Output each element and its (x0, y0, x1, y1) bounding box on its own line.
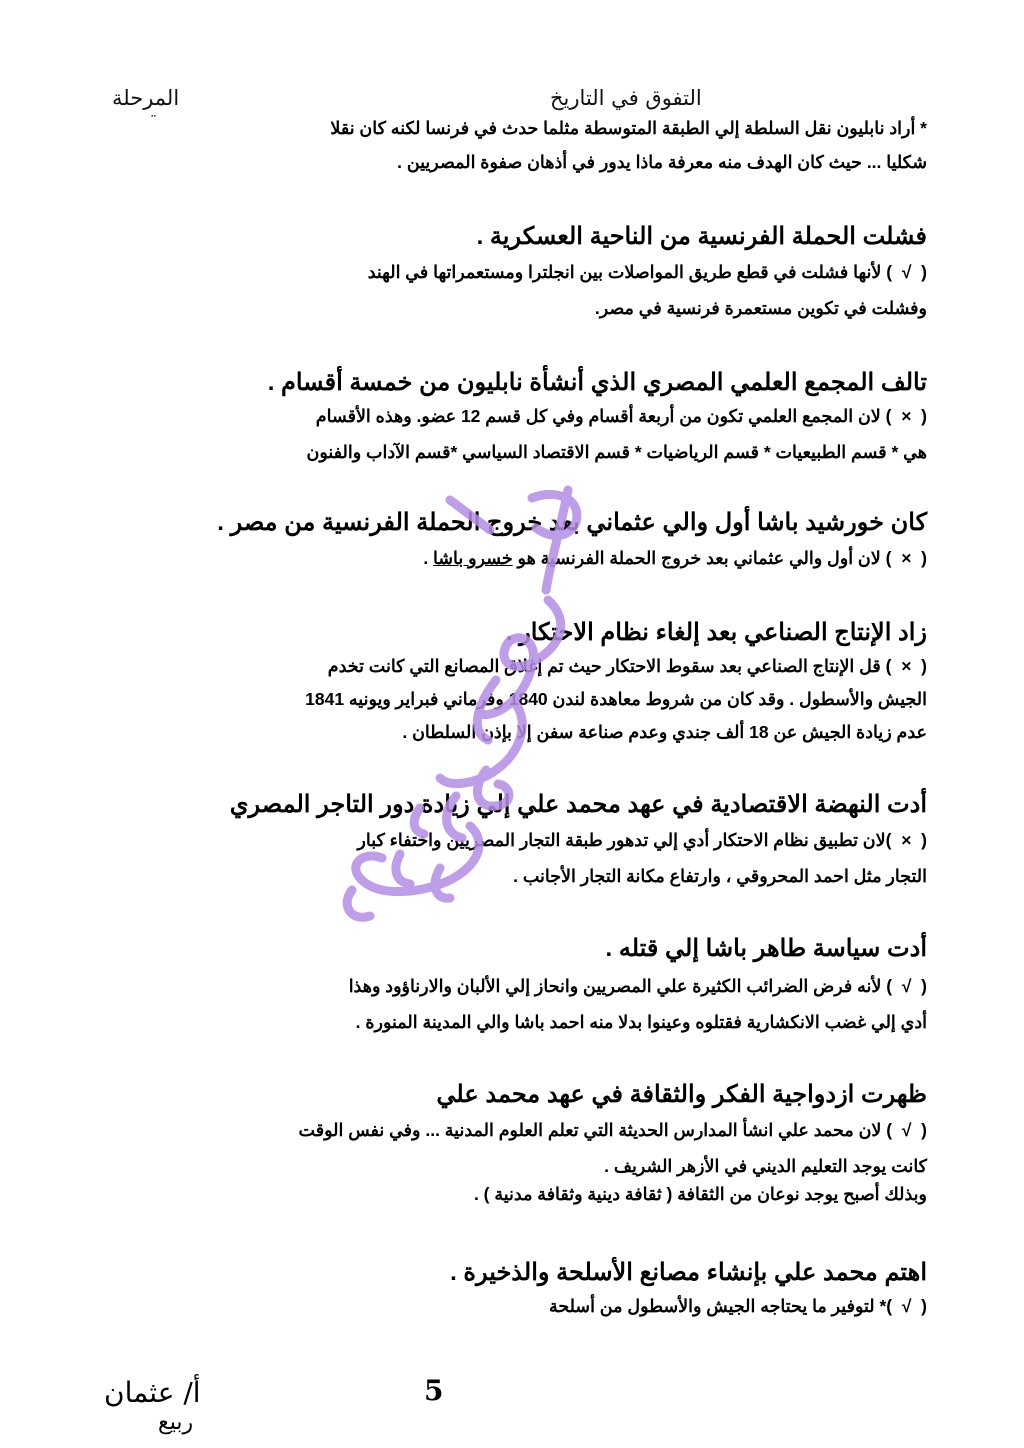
answer-4-line-1: ( × ) قل الإنتاج الصناعي بعد سقوط الاحتكار حيث تم إغلاق المصانع التي كانت تخدم (327, 656, 927, 676)
statement-4: زاد الإنتاج الصناعي بعد إلغاء نظام الاحتكار . (505, 619, 927, 646)
check-mark: √ (901, 1120, 912, 1140)
subject-title: التفوق في التاريخ (550, 86, 702, 110)
header-dot: ¨ (150, 114, 157, 130)
underlined-answer: خسرو باشا (433, 548, 513, 568)
check-mark: √ (901, 1296, 912, 1316)
page-number: 5 (424, 1374, 444, 1407)
footer-author: أ/ عثمان (104, 1376, 201, 1409)
answer-6-line-2: أدي إلي غضب الانكشارية فقتلوه وعينوا بدلا منه احمد باشا والي المدينة المنورة . (355, 1012, 927, 1032)
cross-mark: × (901, 548, 912, 568)
answer-5-line-2: التجار مثل احمد المحروقي ، وارتفاع مكانة التجار الأجانب . (513, 866, 927, 886)
cross-mark: × (901, 830, 912, 850)
intro-line-2: شكليا ... حيث كان الهدف منه معرفة ماذا يدور في أذهان صفوة المصريين . (397, 152, 927, 172)
answer-4-line-2: الجيش والأسطول . وقد كان من شروط معاهدة لندن 1840 وفرماني فبراير ويونيه 1841 (305, 689, 927, 709)
answer-8-line-1: ( √ )* لتوفير ما يحتاجه الجيش والأسطول من أسلحة (548, 1296, 927, 1316)
answer-1-line-1: ( √ ) لأنها فشلت في قطع طريق المواصلات بين انجلترا ومستعمراتها في الهند (367, 262, 927, 282)
check-mark: √ (901, 262, 912, 282)
answer-4-line-3: عدم زيادة الجيش عن 18 ألف جندي وعدم صناعة سفن إلا بإذن السلطان . (402, 722, 927, 742)
footer-author-2: ربيع (158, 1410, 194, 1435)
statement-2: تالف المجمع العلمي المصري الذي أنشأة نابليون من خمسة أقسام . (267, 369, 927, 396)
answer-2-line-1: ( × ) لان المجمع العلمي تكون من أربعة أقسام وفي كل قسم 12 عضو. وهذه الأقسام (315, 406, 927, 426)
statement-5: أدت النهضة الاقتصادية في عهد محمد علي إلي زيادة دور التاجر المصري (229, 791, 927, 818)
answer-7-line-1: ( √ ) لان محمد علي انشأ المدارس الحديثة التي تعلم العلوم المدنية ... وفي نفس الوقت (298, 1120, 927, 1140)
answer-6-line-1: ( √ ) لأنه فرض الضرائب الكثيرة علي المصريين وانحاز إلي الألبان والارناؤود وهذا (348, 976, 927, 996)
answer-7-line-2: كانت يوجد التعليم الديني في الأزهر الشريف . (604, 1156, 927, 1176)
intro-line-1: * أراد نابليون نقل السلطة إلي الطبقة المتوسطة مثلما حدث في فرنسا لكنه كان نقلا (330, 118, 927, 138)
statement-6: أدت سياسة طاهر باشا إلي قتله . (605, 935, 927, 962)
answer-3-line-1: ( × ) لان أول والي عثماني بعد خروج الحملة الفرنسية هو خسرو باشا . (423, 548, 927, 568)
cross-mark: × (901, 656, 912, 676)
statement-7: ظهرت ازدواجية الفكر والثقافة في عهد محمد علي (436, 1081, 927, 1108)
answer-5-line-1: ( × )لان تطبيق نظام الاحتكار أدي إلي تدهور طبقة التجار المصريين واختفاء كبار (357, 830, 927, 850)
answer-1-line-2: وفشلت في تكوين مستعمرة فرنسية في مصر. (594, 298, 927, 318)
cross-mark: × (901, 406, 912, 426)
statement-1: فشلت الحملة الفرنسية من الناحية العسكرية . (476, 223, 927, 250)
check-mark: √ (901, 976, 912, 996)
answer-7-line-3: وبذلك أصبح يوجد نوعان من الثقافة ( ثقافة دينية وثقافة مدنية ) . (473, 1184, 927, 1204)
statement-8: اهتم محمد علي بإنشاء مصانع الأسلحة والذخيرة . (450, 1259, 927, 1286)
answer-2-line-2: هي * قسم الطبيعيات * قسم الرياضيات * قسم الاقتصاد السياسي *قسم الآداب والفنون (306, 442, 927, 462)
stage-label: المرحلة (112, 86, 180, 110)
statement-3: كان خورشيد باشا أول والي عثماني بعد خروج الحملة الفرنسية من مصر . (217, 509, 927, 536)
